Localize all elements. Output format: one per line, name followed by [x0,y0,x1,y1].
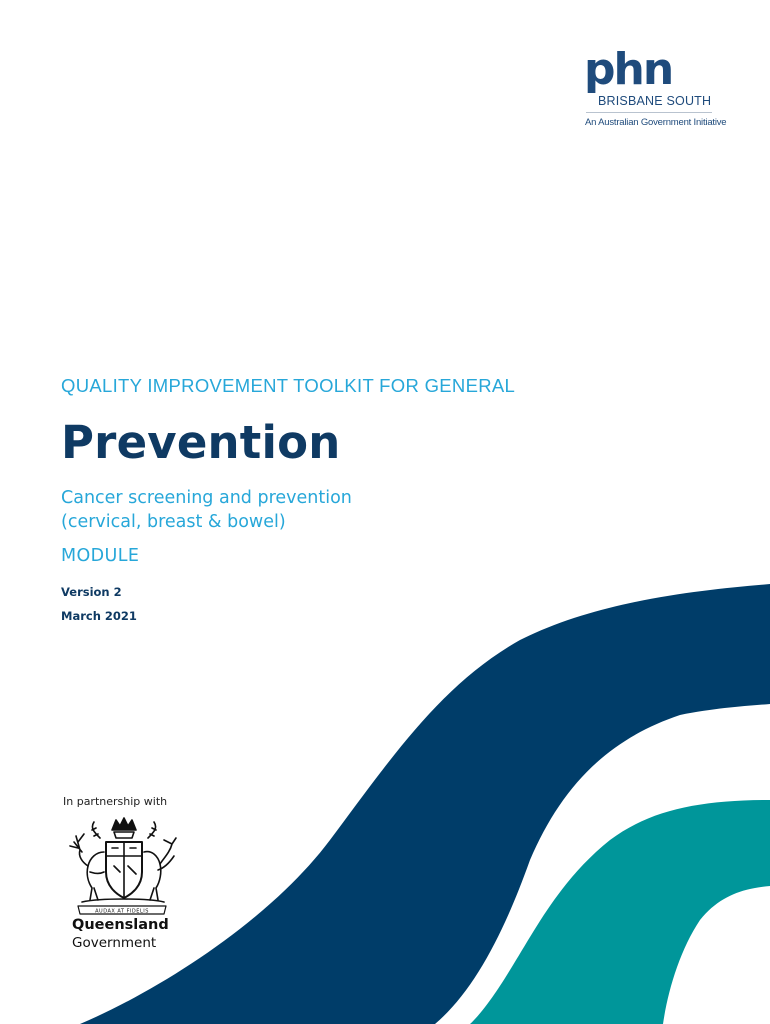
queensland-coat-of-arms-icon [60,812,184,918]
toolkit-kicker: QUALITY IMPROVEMENT TOOLKIT FOR GENERAL [61,375,516,396]
queensland-label: Queensland [72,917,169,933]
subtitle [61,486,352,534]
date-label: March 2021 [61,609,137,623]
phn-wordmark: phn [584,44,673,95]
subtitle-line-2: (cervical, breast & bowel) [61,512,286,532]
module-label: MODULE [61,546,140,566]
phn-region-label: BRISBANE SOUTH [598,94,712,108]
government-initiative-label: An Australian Government Initiative [585,117,727,128]
partnership-label: In partnership with [63,795,168,808]
page-title: Prevention [61,416,341,469]
government-label: Government [72,935,157,951]
subtitle-line-1: Cancer screening and prevention [61,488,352,508]
logo-divider [586,112,712,113]
svg-text:AUDAX AT FIDELIS: AUDAX AT FIDELIS [95,908,149,915]
phn-brisbane-south-logo [584,44,727,136]
version-label: Version 2 [61,585,122,599]
